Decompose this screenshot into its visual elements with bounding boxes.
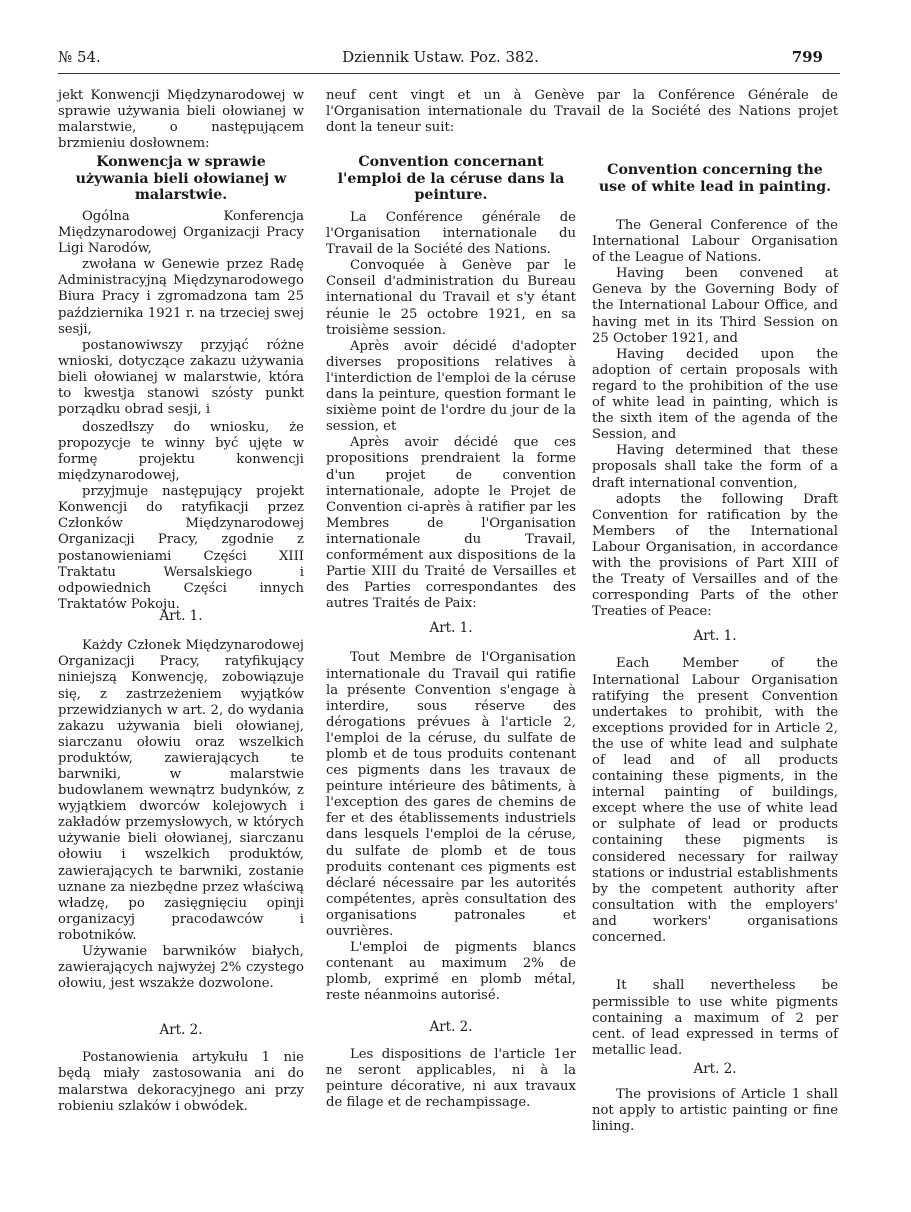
article-2-text: Les dispositions de l'article 1er ne seront applicables, ni à la peinture décorative, ni aux travaux de filage et de rechampissage.: [326, 1046, 576, 1110]
preamble-p3: postanowiwszy przyjąć różne wnioski, dotyczące zakazu używania bieli ołowianej w malarstwie, która to kwestja stanowi szósty punkt porządku obrad sesji, i: [58, 337, 304, 418]
preamble-p4: Après avoir décidé que ces propositions prendraient la forme d'un projet de convention internationale, adopte le Projet de Convention ci-après à ratifier par les Membres de l'Organisation internationale du Travail, conformément aux dispositions de la Partie XIII du Traité de Versailles et des Parties correspondantes des autres Traités de Paix:: [326, 435, 576, 612]
article-1-text: Each Member of the International Labour Organisation ratifying the present Convention undertakes to prohibit, with the exceptions provided for in Article 2, the use of white lead and sulphate of lead and of all products containing these pigments, in the internal painting of buildings, except where the use of white lead or sulphate of lead or products containing these pigments is considered necessary for railway stations or industrial establishments by the competent authority after consultation with the employers' and workers' organisations concerned.: [592, 656, 838, 946]
preamble-p2: zwołana w Genewie przez Radę Administracyjną Międzynarodowego Biura Pracy i zgromadzona tam 25 października 1921 r. na trzeciej swej sesji,: [58, 257, 304, 337]
preamble-p1: The General Conference of the International Labour Organisation of the League of Nations.: [592, 218, 838, 266]
header-rule: [58, 73, 840, 74]
preamble-p3: Having decided upon the adoption of certain proposals with regard to the prohibition of the use of white lead in painting, which is the sixth item of the agenda of the Session, and: [592, 346, 838, 443]
article-2-text: The provisions of Article 1 shall not apply to artistic painting or fine lining.: [592, 1087, 838, 1135]
preamble-p4: Having determined that these proposals shall take the form of a draft international convention,: [592, 443, 838, 491]
intro-text: jekt Konwencji Międzynarodowej w sprawie używania bieli ołowianej w malarstwie, o następującem brzmieniu dosłownem:: [58, 88, 304, 152]
article-1-text-2: L'emploi de pigments blancs contenant au maximum 2% de plomb, exprimé en plomb métal, reste néanmoins autorisé.: [326, 940, 576, 1004]
article-2-heading: Art. 2.: [429, 1018, 473, 1035]
article-1-text: Każdy Członek Międzynarodowej Organizacji Pracy, ratyfikujący niniejszą Konwencję, zobowiązuje się, z zastrzeżeniem wyjątków przewidzianych w art. 2, do wydania zakazu używania bieli ołowianej, siarczanu ołowiu oraz wszelkich produktów, zawierających te barwniki, w malarstwie budowlanem wewnątrz budynków, z wyjątkiem dworców kolejowych i zakładów przemysłowych, w których używanie bieli ołowianej, siarczanu ołowiu i wszelkich produktów, zawierających te barwniki, zostanie uznane za niezbędne przez właściwą władzę, po zasięgnięciu opinji organizacyj pracodawców i robotników.: [58, 638, 304, 943]
column-english: [592, 162, 838, 1135]
article-2-heading: Art. 2.: [693, 1060, 737, 1077]
preamble-p2: Having been convened at Geneva by the Governing Body of the International Labour Office, and having met in its Third Session on 25 October 1921, and: [592, 266, 838, 346]
preamble-p5: adopts the following Draft Convention for ratification by the Members of the International Labour Organisation, in accordance with the provisions of Part XIII of the Treaty of Versailles and of the corresponding Parts of the other Treaties of Peace:: [592, 491, 838, 620]
page-number: 799: [791, 48, 823, 66]
article-2-heading: Art. 2.: [159, 1022, 203, 1039]
column-polish: [58, 88, 304, 1115]
column-french: [326, 154, 576, 1111]
article-1-text-2: Używanie barwników białych, zawierających najwyżej 2% czystego ołowiu, jest wszakże dozwolone.: [58, 944, 304, 992]
preamble-p2: Convoquée à Genève par le Conseil d'administration du Bureau international du Travail et s'y étant réunie le 25 octobre 1921, en sa troisième session.: [326, 258, 576, 338]
preamble-p3: Après avoir décidé d'adopter diverses propositions relatives à l'interdiction de l'emploi de la céruse dans la peinture, question formant le sixième point de l'ordre du jour de la session, et: [326, 338, 576, 435]
preamble-p1: Ogólna Konferencja Międzynarodowej Organizacji Pracy Ligi Narodów,: [58, 209, 304, 257]
page-header: [58, 48, 823, 70]
article-1-heading: Art. 1.: [159, 608, 203, 625]
article-1-heading: Art. 1.: [693, 628, 737, 645]
article-1-text: Tout Membre de l'Organisation internationale du Travail qui ratifie la présente Convention s'engage à interdire, sous réserve des dérogations prévues à l'article 2, l'emploi de la céruse, du sulfate de plomb et de tous produits contenant ces pigments dans les travaux de peinture intérieure des bâtiments, à l'exception des gares de chemins de fer et des établissements industriels dans lesquels l'emploi de la céruse, du sulfate de plomb et de tous produits contenant ces pigments est déclaré nécessaire par les autorités compétentes, après consultation des organisations patronales et ouvrières.: [326, 650, 576, 940]
article-1-text-2: It shall nevertheless be permissible to use white pigments containing a maximum of 2 per cent. of lead expressed in terms of metallic lead.: [592, 978, 838, 1058]
convention-title: Convention concerning the use of white lead in painting.: [598, 162, 832, 195]
french-intro-spanning: neuf cent vingt et un à Genève par la Conférence Générale de l'Organisation internationale du Travail de la Société des Nations projet dont la teneur suit:: [326, 88, 838, 136]
journal-title: Dziennik Ustaw. Poz. 382.: [342, 48, 539, 66]
convention-title: Konwencja w sprawie używania bieli ołowianej w malarstwie.: [75, 154, 287, 203]
preamble-p1: La Conférence générale de l'Organisation internationale du Travail de la Société des Nations.: [326, 210, 576, 258]
preamble-p4: doszedłszy do wniosku, że propozycje te winny być ujęte w formę projektu konwencji międzynarodowej,: [58, 419, 304, 484]
article-1-heading: Art. 1.: [429, 620, 473, 637]
issue-number: № 54.: [58, 48, 101, 66]
article-2-text: Postanowienia artykułu 1 nie będą miały zastosowania ani do malarstwa dekoracyjnego ani przy robieniu szlaków i obwódek.: [58, 1050, 304, 1114]
preamble-p5: przyjmuje następujący projekt Konwencji do ratyfikacji przez Członków Międzynarodowej Organizacji Pracy, zgodnie z postanowieniami Części XIII Traktatu Wersalskiego i odpowiednich Części innych Traktatów Pokoju.: [58, 484, 304, 612]
convention-title: Convention concernant l'emploi de la céruse dans la peinture.: [337, 154, 565, 203]
